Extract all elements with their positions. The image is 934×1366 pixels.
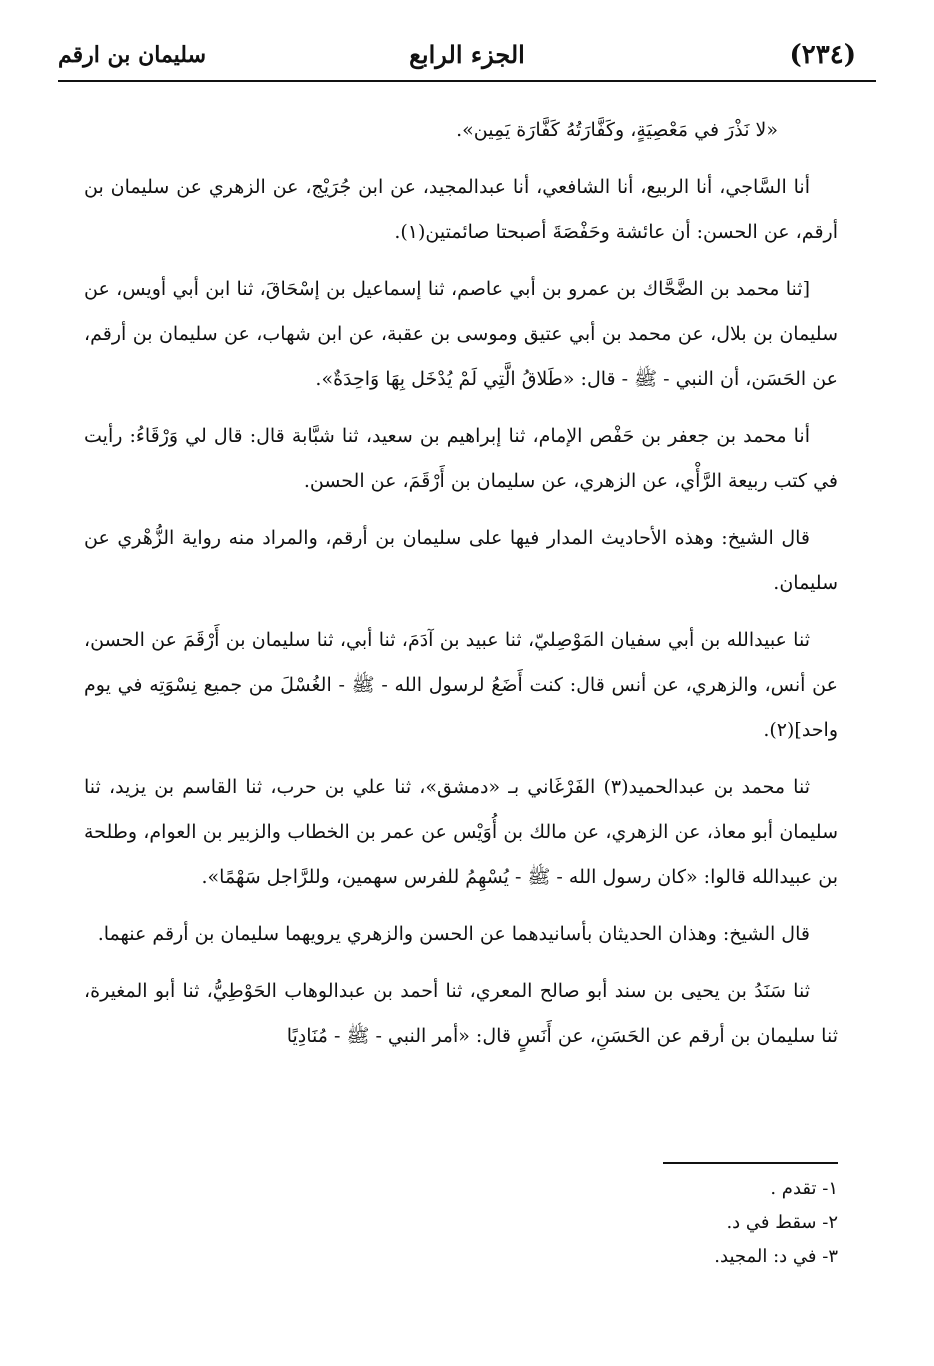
paragraph-4: أنا محمد بن جعفر بن حَفْص الإمام، ثنا إبراهيم بن سعيد، ثنا شبَّابة قال: قال لي وَرْقَاءُ: رأيت في كتب ربيعة الرَّأْي، عن الزهري، عن سليمان بن أَرْقَمَ، عن الحسن. <box>84 425 838 492</box>
footnote-1: ١- تقدم . <box>770 1178 838 1199</box>
volume-title: الجزء الرابع <box>409 40 525 69</box>
header-divider <box>58 80 876 82</box>
paragraph-9: ثنا سَنَدُ بن يحيى بن سند أبو صالح المعري، ثنا أحمد بن عبدالوهاب الحَوْطِيُّ، ثنا أبو المغيرة، ثنا سليمان بن أرقم عن الحَسَنِ، عن أَنَسٍ قال: «أمر النبي - ﷺ - مُنَادِيًا <box>84 980 838 1047</box>
paragraph-2: أنا السَّاجي، أنا الربيع، أنا الشافعي، أنا عبدالمجيد، عن ابن جُرَيْج، عن الزهري عن سليمان بن أرقم، عن الحسن: أن عائشة وحَفْصَةَ أصبحتا صائمتين(١). <box>84 176 838 243</box>
paragraph-7: ثنا محمد بن عبدالحميد(٣) الفَرْغَاني بـ «دمشق»، ثنا علي بن حرب، ثنا القاسم بن يزيد، ثنا سليمان أبو معاذ، عن الزهري، عن مالك بن أُوَيْس عن عمر بن الخطاب والزبير بن العوام، وطلحة بن عبيدالله قالوا: «كان رسول الله - ﷺ - يُسْهِمُ للفرس سهمين، وللرَّاجل سَهْمًا». <box>84 776 838 888</box>
main-text <box>84 108 838 1071</box>
footnote-divider <box>663 1162 838 1164</box>
paragraph-8: قال الشيخ: وهذان الحديثان بأسانيدهما عن الحسن والزهري يرويهما سليمان بن أرقم عنهما. <box>97 923 810 945</box>
footnote-2: ٢- سقط في د. <box>726 1212 838 1233</box>
paragraph-3: [ثنا محمد بن الضَّحَّاك بن عمرو بن أبي عاصم، ثنا إسماعيل بن إسْحَاقَ، ثنا ابن أبي أويس، عن سليمان بن بلال، عن محمد بن أبي عتيق وموسى بن عقبة، عن ابن شهاب، عن سليمان بن أرقم، عن الحَسَن، أن النبي - ﷺ - قال: «طَلاقُ الَّتِي لَمْ يُدْخَل بِهَا وَاحِدَةٌ». <box>84 278 838 390</box>
paragraph-6: ثنا عبيدالله بن أبي سفيان المَوْصِليّ، ثنا عبيد بن آدَمَ، ثنا أبي، ثنا سليمان بن أَرْقَمَ عن الحسن، عن أنس، والزهري، عن أنس قال: كنت أَضَعُ لرسول الله - ﷺ - الغُسْلَ من جميع نِسْوَتِه في يوم واحد](٢). <box>84 629 838 741</box>
page-header <box>58 34 876 78</box>
footnote-3: ٣- في د: المجيد. <box>714 1246 838 1267</box>
page-number: (٢٣٤) <box>789 40 856 70</box>
chapter-title: سليمان بن ارقم <box>58 42 207 68</box>
paragraph-5: قال الشيخ: وهذه الأحاديث المدار فيها على سليمان بن أرقم، والمراد منه رواية الزُّهْري عن سليمان. <box>84 527 838 594</box>
paragraph-1: «لا نَذْرَ في مَعْصِيَةٍ، وكَفَّارَتُهُ كَفَّارَة يَمِين». <box>456 119 778 141</box>
footnotes <box>338 1172 838 1274</box>
